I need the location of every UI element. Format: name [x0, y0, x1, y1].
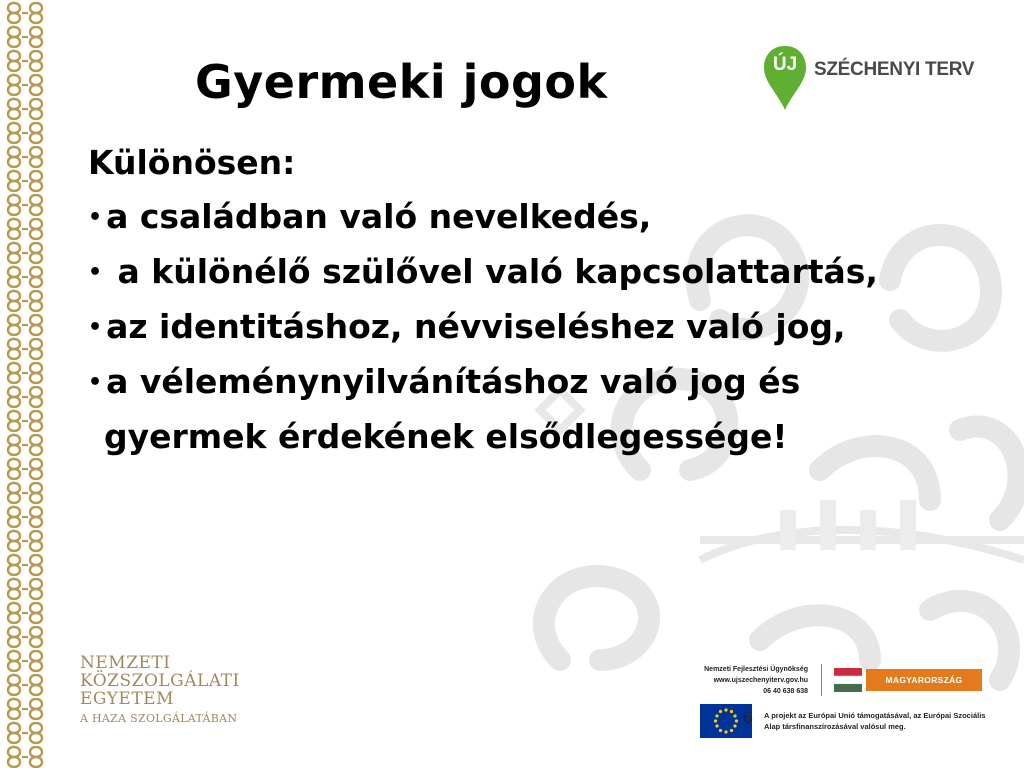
bullet-icon: • — [88, 205, 103, 230]
partner-logos — [680, 660, 1000, 750]
hungarian-flag-icon — [834, 666, 862, 694]
nfu-name: Nemzeti Fejlesztési Ügynökség — [704, 666, 808, 673]
szechenyi-terv-logo — [762, 44, 982, 114]
list-item — [88, 199, 938, 236]
university-motto: A HAZA SZOLGÁLATÁBAN — [80, 712, 238, 725]
bullet-icon: • — [88, 315, 103, 340]
nfu-website: www.ujszechenyiterv.gov.hu — [713, 677, 808, 684]
logo-badge-text: ÚJ — [772, 54, 798, 75]
list-item — [88, 309, 938, 346]
bullet-icon: • — [88, 260, 103, 285]
page-number: 6 — [743, 708, 754, 727]
list-item-text: az identitáshoz, névviseléshez való jog, — [106, 307, 846, 346]
ornamental-border — [0, 0, 52, 768]
nfu-phone: 06 40 638 638 — [763, 688, 808, 695]
list-item-text: a családban való nevelkedés, — [106, 197, 652, 236]
list-item-text: a véleménynyilvánításhoz való jog és — [106, 362, 801, 401]
university-name-line: NEMZETI — [80, 653, 171, 673]
list-item — [88, 364, 938, 401]
university-name-line: KÖZSZOLGÁLATI — [80, 671, 240, 691]
closing-text: gyermek érdekének elsődlegessége! — [104, 417, 788, 456]
logo-name-text: SZÉCHENYI TERV — [814, 59, 975, 80]
nfu-info — [680, 664, 808, 697]
bullet-icon: • — [88, 370, 103, 395]
eu-funding-text: A projekt az Európai Unió támogatásával, az Európai Szociális Alap társfinanszírozásával valósul meg. — [764, 711, 986, 731]
list-item — [88, 254, 938, 291]
university-name-line: EGYETEM — [80, 689, 174, 709]
list-item-text: a különélő szülővel való kapcsolattartás, — [106, 252, 878, 291]
slide-title: Gyermeki jogok — [195, 55, 608, 109]
magyarorszag-megujul-banner: MAGYARORSZÁG MEGÚJUL — [866, 669, 982, 691]
university-logo — [80, 654, 240, 727]
divider — [821, 664, 822, 696]
slide-body — [88, 145, 938, 455]
intro-text: Különösen: — [88, 143, 296, 182]
